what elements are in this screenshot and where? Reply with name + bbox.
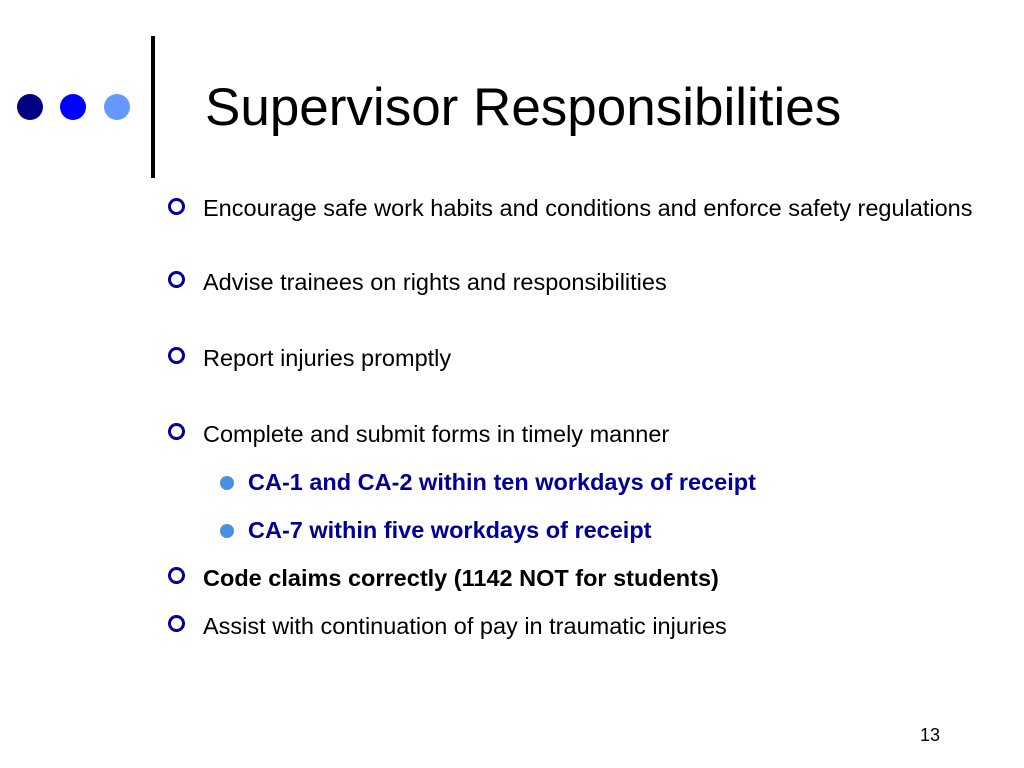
bullet-item (165, 261, 1005, 303)
decor-dot-mid (60, 94, 86, 120)
dot-bullet-icon (220, 476, 234, 490)
bullet-text: Code claims correctly (1142 NOT for students) (203, 565, 719, 591)
bullet-item (165, 605, 1005, 647)
decor-dot-dark (17, 94, 43, 120)
sub-bullet-text: CA-7 within five workdays of receipt (248, 517, 652, 543)
bullet-item (165, 557, 1005, 599)
sub-bullet-item (165, 461, 1005, 503)
ring-bullet-icon (168, 198, 185, 215)
bullet-text: Report injuries promptly (203, 345, 452, 371)
bullet-item (165, 413, 1005, 455)
bullet-text: Complete and submit forms in timely manner (203, 421, 670, 447)
slide-title: Supervisor Responsibilities (205, 78, 842, 137)
bullet-text: Encourage safe work habits and conditions and enforce safety regulations (203, 195, 973, 221)
bullet-item (165, 337, 1005, 379)
bullet-list (165, 188, 1005, 647)
title-divider (151, 36, 155, 178)
dot-bullet-icon (220, 524, 234, 538)
bullet-text: Advise trainees on rights and responsibilities (203, 269, 667, 295)
ring-bullet-icon (168, 271, 185, 288)
bullet-text: Assist with continuation of pay in traumatic injuries (203, 613, 727, 639)
ring-bullet-icon (168, 615, 185, 632)
sub-bullet-text: CA-1 and CA-2 within ten workdays of receipt (248, 469, 756, 495)
ring-bullet-icon (168, 347, 185, 364)
sub-bullet-item (165, 509, 1005, 551)
decor-dot-light (104, 94, 130, 120)
ring-bullet-icon (168, 423, 185, 440)
bullet-item (165, 188, 1005, 229)
ring-bullet-icon (168, 567, 185, 584)
page-number: 13 (919, 725, 940, 745)
